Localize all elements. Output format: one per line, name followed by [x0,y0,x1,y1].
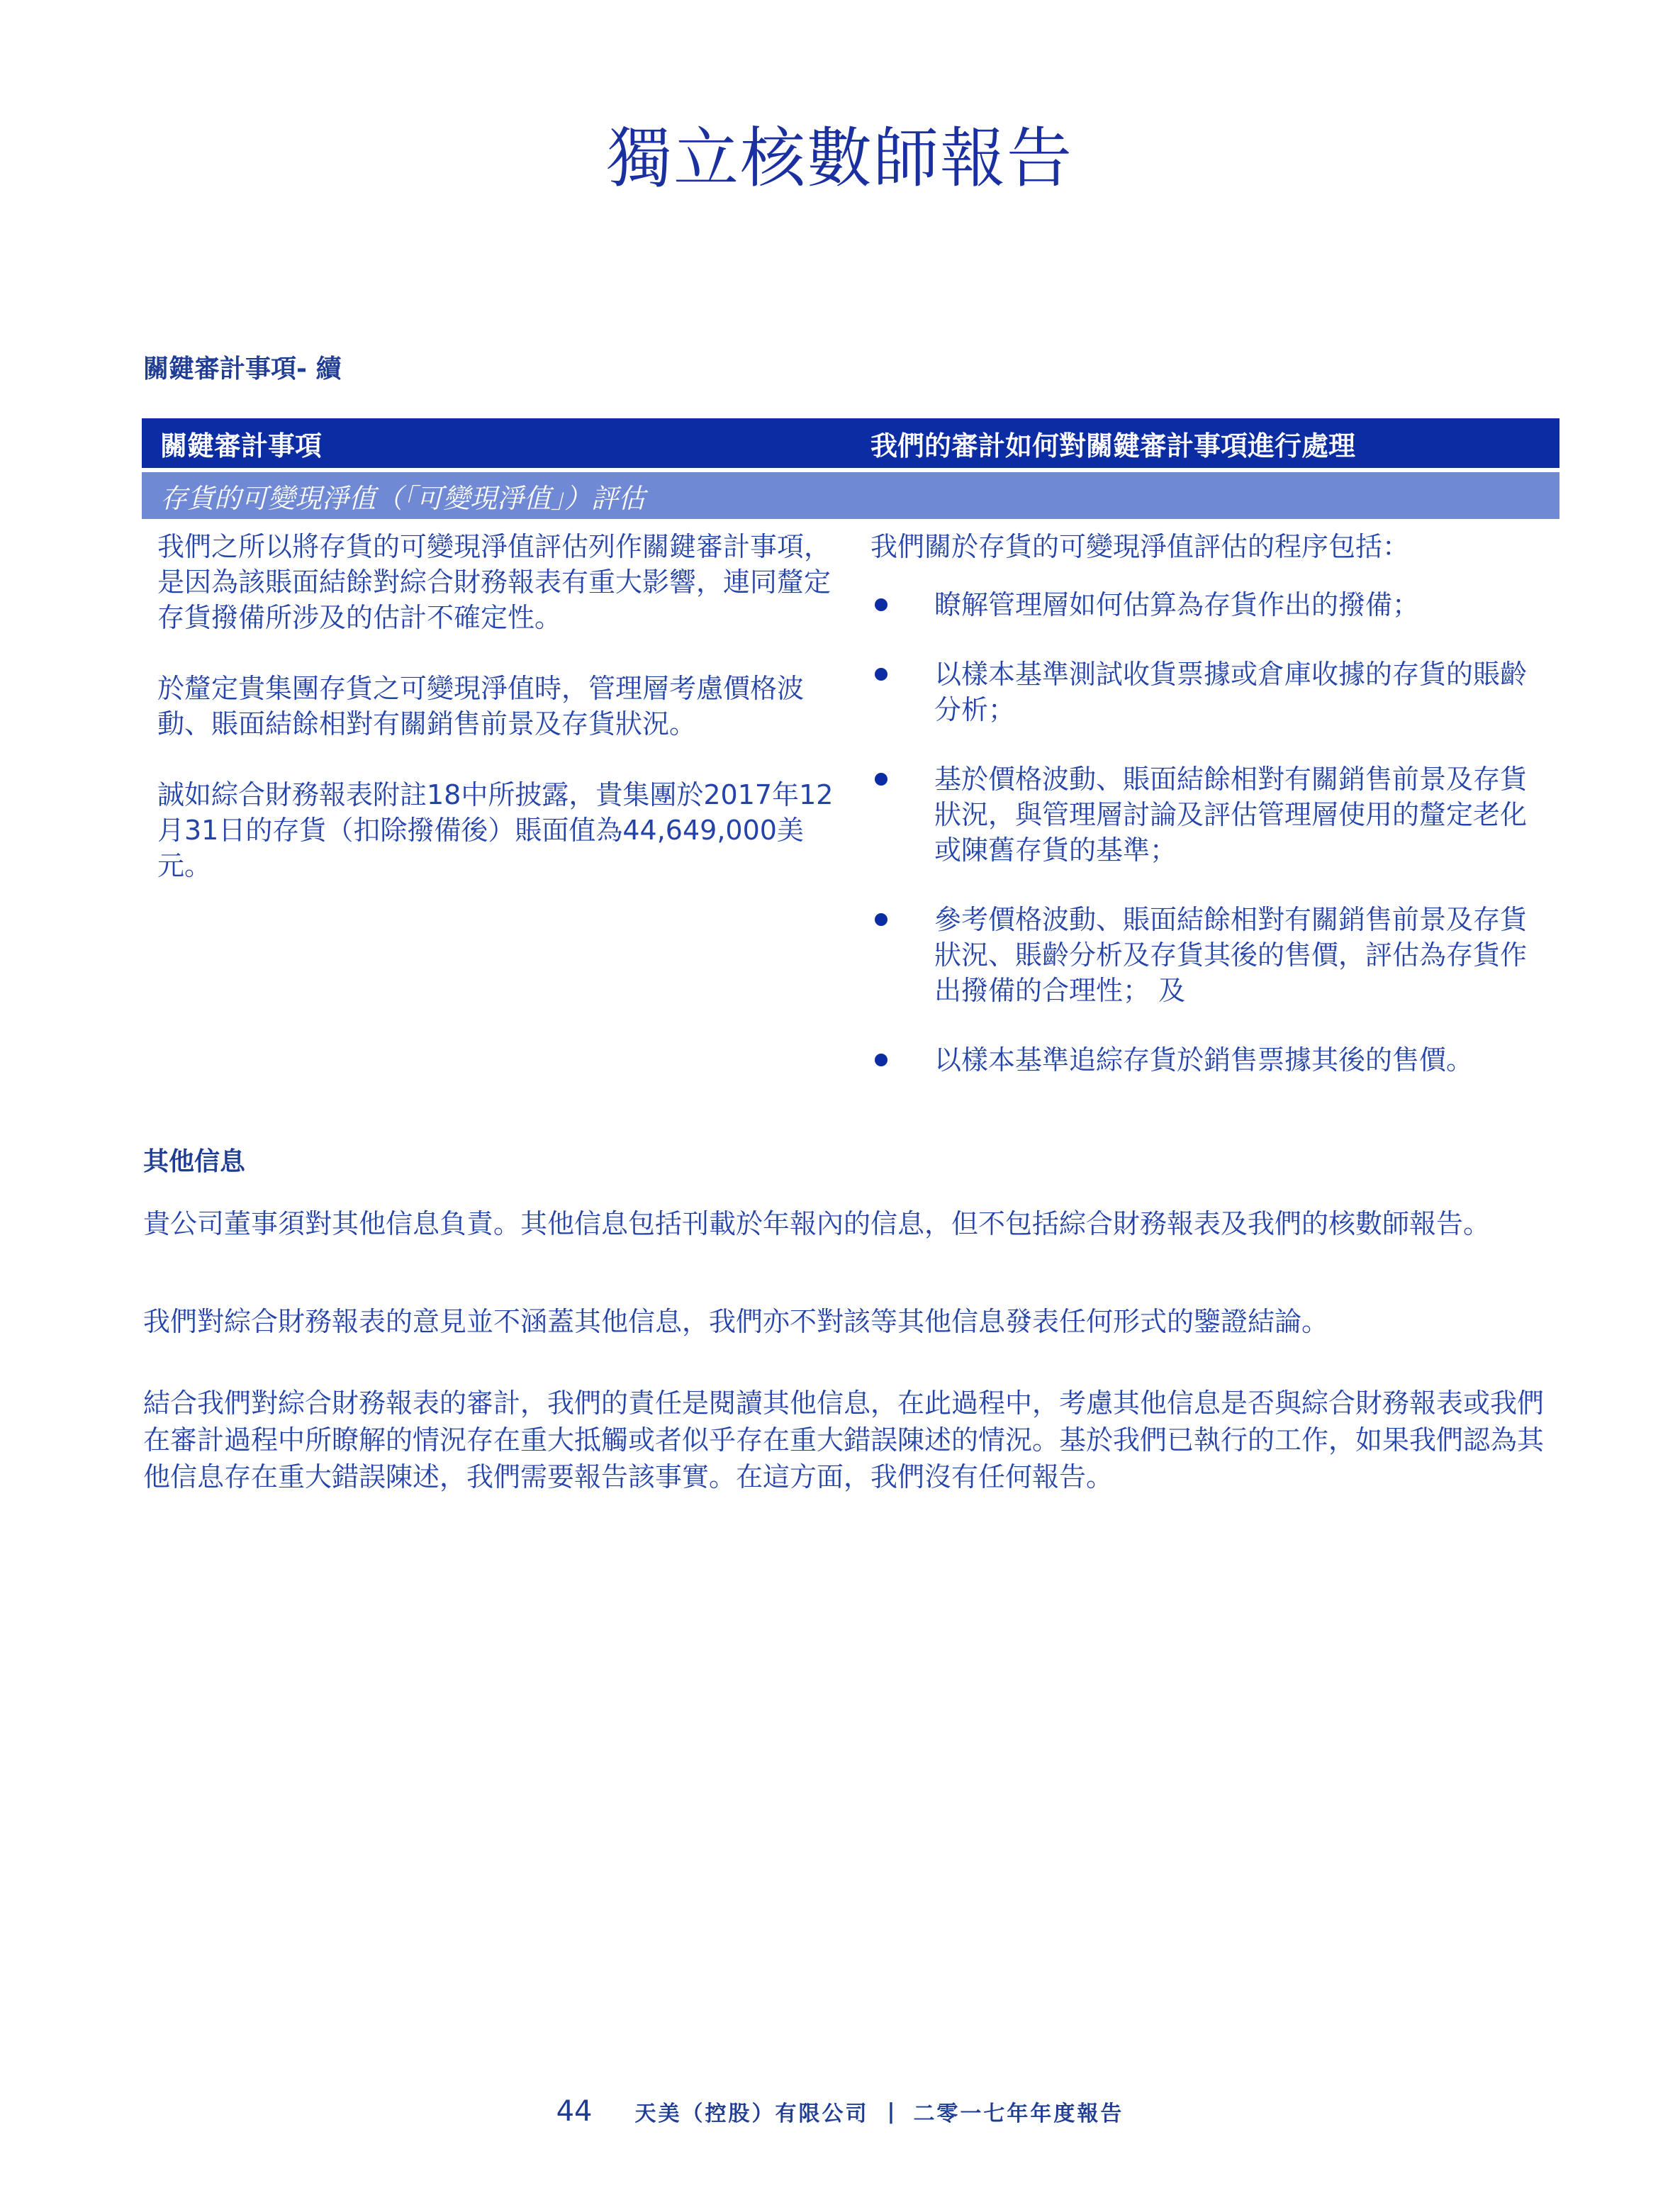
procedure-item [870,761,1559,868]
matter-paragraph: 誠如綜合財務報表附註18中所披露，貴集團於2017年12月31日的存貨（扣除撥備後）賬面值為44,649,000美元。 [157,779,834,881]
other-info-heading: 其他信息 [143,1147,246,1176]
report-name: 二零一七年年度報告 [913,2102,1124,2126]
company-name: 天美（控股）有限公司 [634,2102,869,2126]
other-info-paragraph: 貴公司董事須對其他信息負責。其他信息包括刊載於年報內的信息，但不包括綜合財務報表及我們的核數師報告。 [143,1208,1491,1239]
key-audit-matters-table [142,418,1559,1112]
col2-header: 我們的審計如何對關鍵審計事項進行處理 [870,430,1356,462]
procedure-text: 以樣本基準追綜存貨於銷售票據其後的售價。 [934,1044,1474,1076]
col1-header: 關鍵審計事項 [160,430,323,462]
bullet-icon [870,761,934,868]
other-info-paragraph: 結合我們對綜合財務報表的審計，我們的責任是閱讀其他信息，在此過程中，考慮其他信息是否與綜合財務報表或我們在審計過程中所瞭解的情況存在重大抵觸或者似乎存在重大錯誤陳述的情況。基於我們已執行的工作，如果我們認為其他信息存在重大錯誤陳述，我們需要報告該事實。在這方面，我們沒有任何報告。 [143,1388,1545,1492]
footer-separator: | [887,2099,895,2124]
bullet-icon [870,587,934,623]
procedure-item [870,657,1559,727]
matter-subheader: 存貨的可變現淨值（「可變現淨值」）評估 [142,472,1559,519]
page-title: 獨立核數師報告 [606,121,1073,196]
matter-paragraph: 於釐定貴集團存貨之可變現淨值時，管理層考慮價格波動、賬面結餘相對有關銷售前景及存貨狀況。 [157,673,805,739]
procedure-text: 參考價格波動、賬面結餘相對有關銷售前景及存貨狀況、賬齡分析及存貨其後的售價，評估為存貨作出撥備的合理性； 及 [934,904,1528,1006]
procedure-item [870,587,1559,623]
table-header-row [142,418,1559,468]
bullet-icon [870,902,934,1008]
matter-paragraph: 我們之所以將存貨的可變現淨值評估列作關鍵審計事項，是因為該賬面結餘對綜合財務報表有重大影響，連同釐定存貨撥備所涉及的估計不確定性。 [157,531,831,633]
page-footer [0,2095,1680,2128]
audit-response [851,529,1559,1112]
procedure-item [870,1042,1559,1078]
procedure-text: 瞭解管理層如何估算為存貨作出的撥備； [934,589,1420,620]
other-info-paragraph: 我們對綜合財務報表的意見並不涵蓋其他信息，我們亦不對該等其他信息發表任何形式的鑒證結論。 [143,1306,1329,1337]
matter-description [142,529,851,1112]
kam-section-heading: 關鍵審計事項- 續 [143,355,342,384]
bullet-icon [870,657,934,727]
bullet-icon [870,1042,934,1078]
procedure-item [870,902,1559,1008]
procedure-text: 以樣本基準測試收貨票據或倉庫收據的存貨的賬齡分析； [934,659,1528,725]
procedure-text: 基於價格波動、賬面結餘相對有關銷售前景及存貨狀況，與管理層討論及評估管理層使用的釐定老化或陳舊存貨的基準； [934,764,1528,866]
table-body [142,529,1559,1112]
page-number: 44 [556,2095,593,2128]
procedures-intro: 我們關於存貨的可變現淨值評估的程序包括： [870,531,1410,562]
